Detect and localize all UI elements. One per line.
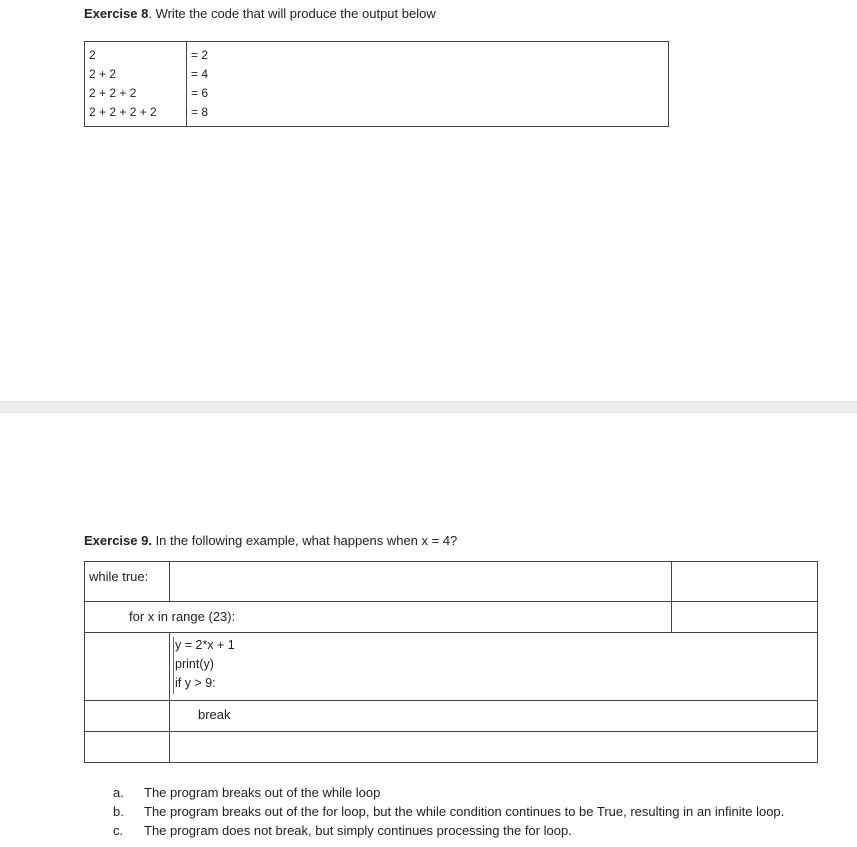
break-line: break bbox=[198, 707, 231, 722]
expression-line: 2 + 2 bbox=[89, 67, 117, 81]
empty-cell bbox=[671, 561, 818, 602]
expression-column bbox=[89, 47, 157, 123]
body-line: y = 2*x + 1 bbox=[175, 638, 235, 652]
result-column bbox=[191, 47, 208, 123]
empty-cell bbox=[671, 601, 818, 633]
page-break bbox=[0, 401, 857, 413]
table-divider bbox=[186, 42, 187, 126]
expression-line: 2 + 2 + 2 + 2 bbox=[89, 105, 157, 119]
expression-line: 2 bbox=[89, 48, 96, 62]
loop-body-code bbox=[173, 637, 235, 694]
body-line: if y > 9: bbox=[175, 676, 216, 690]
answer-letter: b. bbox=[113, 804, 124, 819]
exercise-9-prompt: In the following example, what happens when x = 4? bbox=[151, 533, 458, 548]
result-line: = 4 bbox=[191, 67, 209, 81]
answer-text: The program breaks out of the while loop bbox=[144, 785, 381, 800]
result-line: = 6 bbox=[191, 86, 209, 100]
empty-cell bbox=[84, 632, 170, 701]
answer-text: The program does not break, but simply continues processing the for loop. bbox=[144, 823, 572, 838]
exercise-8-output-table bbox=[84, 41, 669, 127]
empty-cell bbox=[169, 731, 818, 763]
loop-body-cell bbox=[169, 632, 818, 701]
body-line: print(y) bbox=[175, 657, 214, 671]
exercise-9-heading bbox=[84, 533, 457, 548]
answer-text: The program breaks out of the for loop, but the while condition continues to be True, resulting in an infinite loop. bbox=[144, 804, 785, 819]
answer-letter: a. bbox=[113, 785, 124, 800]
exercise-8-label: Exercise 8 bbox=[84, 6, 149, 21]
while-line: while true: bbox=[89, 569, 149, 584]
answer-letter: c. bbox=[113, 823, 124, 838]
empty-cell bbox=[84, 700, 170, 732]
exercise-8-heading bbox=[84, 6, 436, 21]
exercise-8-prompt: . Write the code that will produce the output below bbox=[148, 6, 436, 21]
for-cell bbox=[84, 601, 672, 633]
while-cell bbox=[84, 561, 170, 602]
empty-cell bbox=[84, 731, 170, 763]
break-cell bbox=[169, 700, 818, 732]
result-line: = 8 bbox=[191, 105, 209, 119]
empty-cell bbox=[169, 561, 672, 602]
result-line: = 2 bbox=[191, 48, 209, 62]
exercise-9-label: Exercise 9. bbox=[84, 533, 152, 548]
expression-line: 2 + 2 + 2 bbox=[89, 86, 137, 100]
for-line: for x in range (23): bbox=[129, 609, 236, 624]
